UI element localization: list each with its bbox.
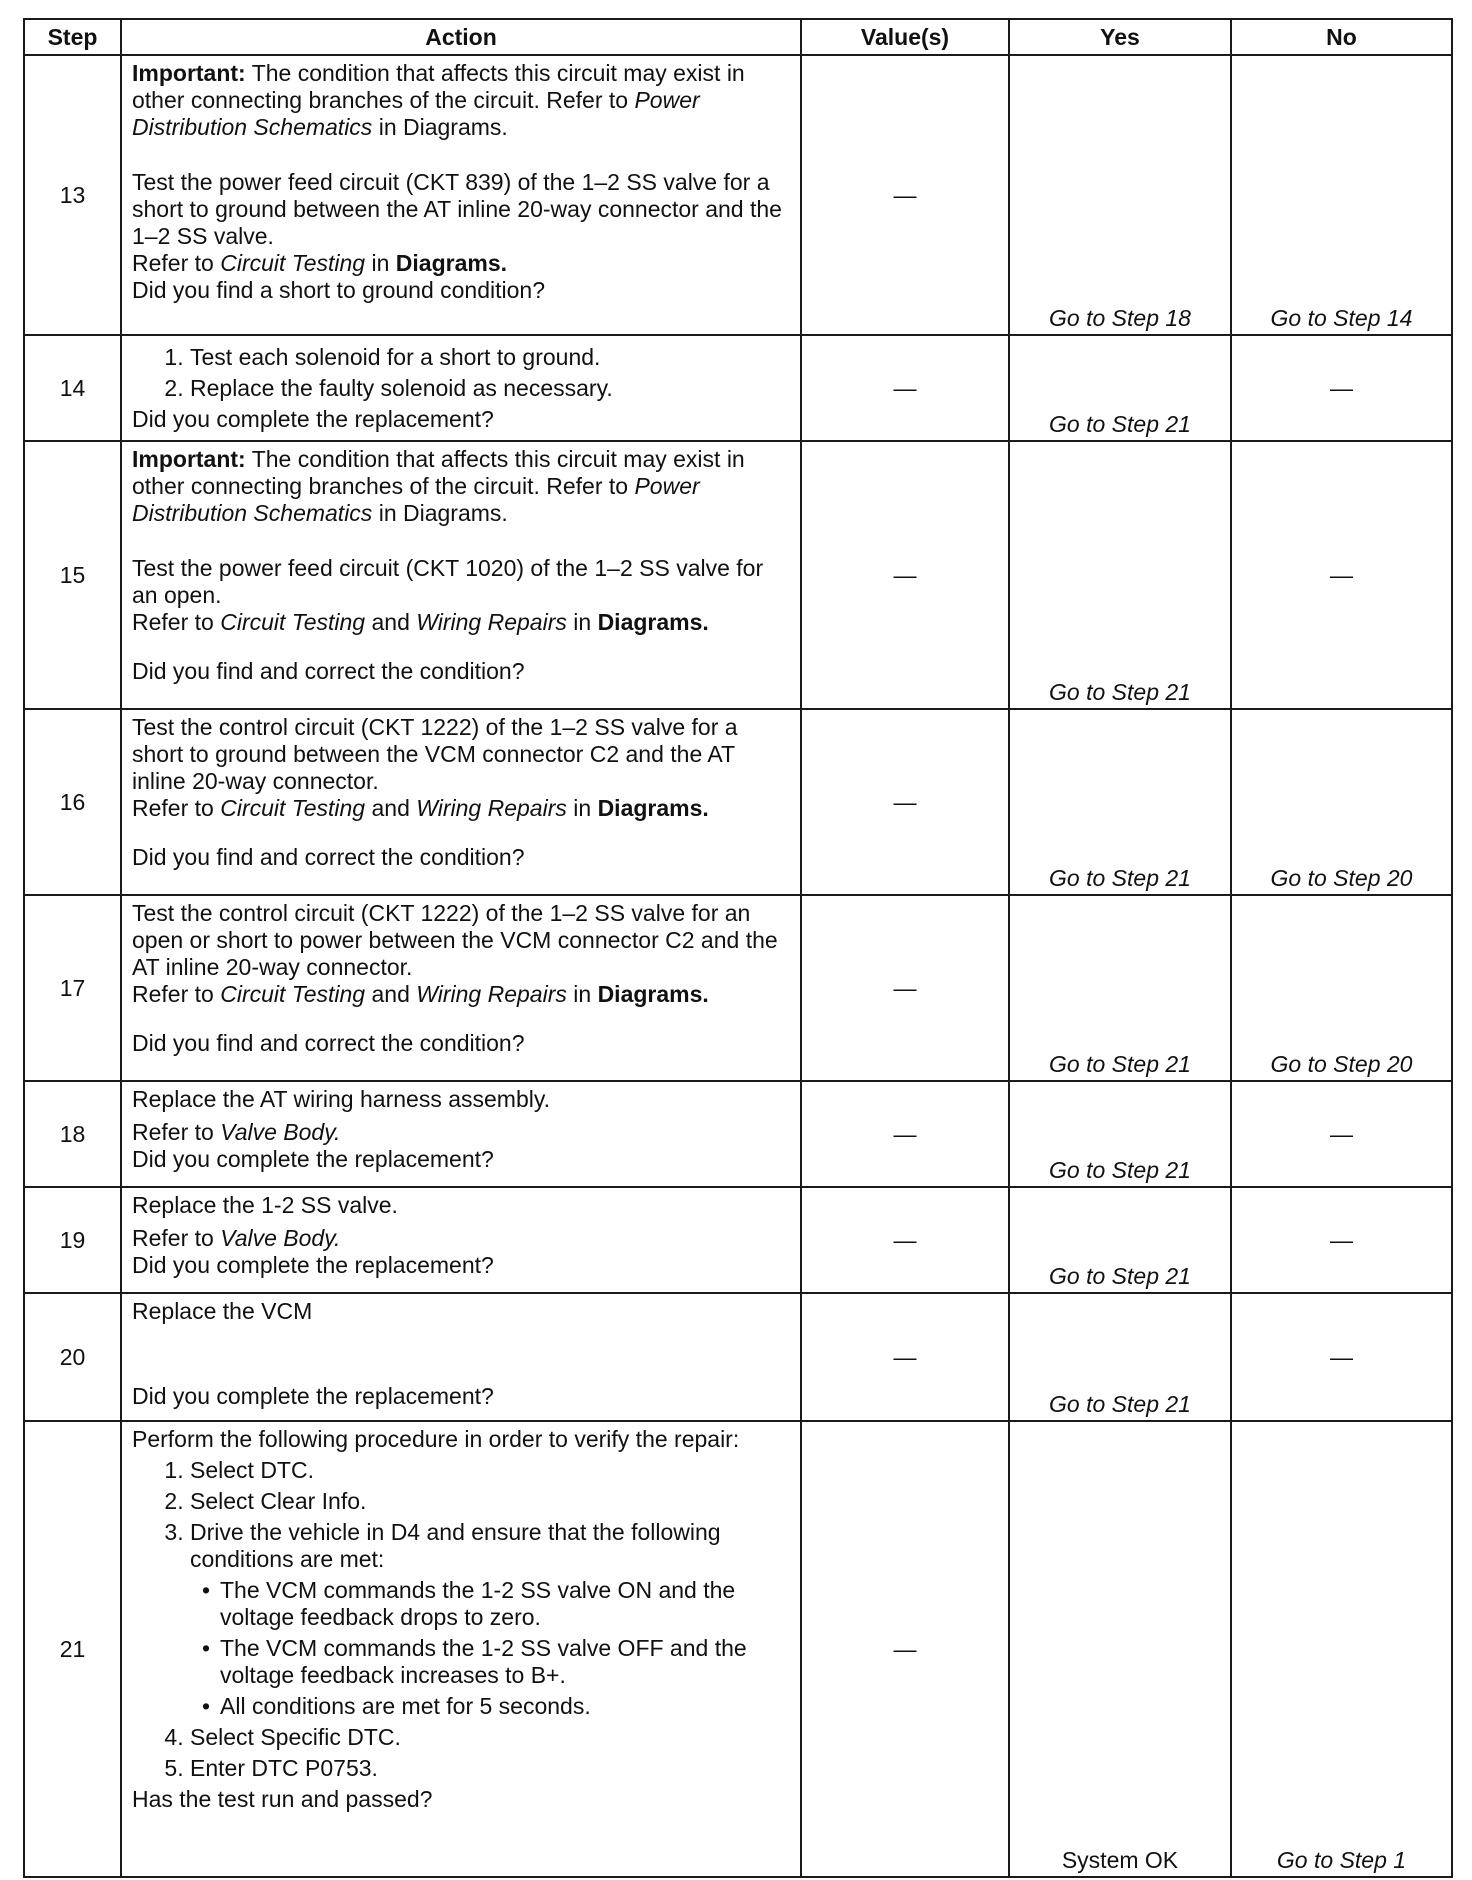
step-number: 15 bbox=[24, 441, 121, 709]
no-cell bbox=[1231, 1421, 1452, 1877]
list-item: 2. Select Clear Info. bbox=[190, 1488, 792, 1515]
table-row bbox=[24, 1293, 1452, 1421]
bullet-item: • All conditions are met for 5 seconds. bbox=[220, 1693, 792, 1720]
important-text: The condition that affects this circuit may exist in other connecting branches of the circuit. Refer to bbox=[132, 60, 745, 113]
table-row bbox=[24, 709, 1452, 895]
value-cell: — bbox=[801, 1187, 1009, 1293]
yes-cell bbox=[1009, 1293, 1231, 1421]
action-text: Replace the 1-2 SS valve. bbox=[132, 1192, 398, 1218]
yes-cell bbox=[1009, 335, 1231, 441]
step-number: 14 bbox=[24, 335, 121, 441]
yes-answer: Go to Step 21 bbox=[1049, 1157, 1191, 1183]
header-row bbox=[24, 19, 1452, 55]
important-tail: in Diagrams. bbox=[378, 114, 508, 140]
header-no: No bbox=[1231, 19, 1452, 55]
list-item: 5. Enter DTC P0753. bbox=[190, 1755, 792, 1782]
no-cell: — bbox=[1231, 1293, 1452, 1421]
value-cell: — bbox=[801, 709, 1009, 895]
table-row bbox=[24, 335, 1452, 441]
no-cell: — bbox=[1231, 1081, 1452, 1187]
action-cell bbox=[121, 709, 801, 895]
refer-link: Circuit Testing bbox=[220, 250, 366, 276]
refer-doc: Diagrams. bbox=[597, 609, 709, 635]
action-cell bbox=[121, 335, 801, 441]
no-cell: — bbox=[1231, 335, 1452, 441]
yes-answer: System OK bbox=[1061, 1847, 1179, 1873]
question-text: Did you find and correct the condition? bbox=[132, 844, 525, 870]
question-text: Did you complete the replacement? bbox=[132, 1383, 494, 1409]
no-cell bbox=[1231, 55, 1452, 335]
value-cell: — bbox=[801, 1081, 1009, 1187]
refer-link: Wiring Repairs bbox=[416, 795, 567, 821]
refer-line: Refer to Circuit Testing in Diagrams. bbox=[132, 250, 507, 276]
action-cell bbox=[121, 1081, 801, 1187]
question-text: Did you find a short to ground condition? bbox=[132, 277, 545, 303]
yes-answer: Go to Step 21 bbox=[1049, 1391, 1191, 1417]
action-cell bbox=[121, 895, 801, 1081]
no-answer: Go to Step 20 bbox=[1270, 865, 1413, 891]
table-row bbox=[24, 1081, 1452, 1187]
value-cell: — bbox=[801, 895, 1009, 1081]
important-text: The condition that affects this circuit may exist in other connecting branches of the circuit. Refer to bbox=[132, 446, 745, 499]
refer-line: Refer to Circuit Testing and Wiring Repairs in Diagrams. bbox=[132, 795, 709, 821]
refer-link: Circuit Testing bbox=[220, 795, 366, 821]
question-text: Did you complete the replacement? bbox=[132, 1146, 494, 1172]
action-text: Perform the following procedure in order to verify the repair: bbox=[132, 1426, 740, 1452]
no-cell bbox=[1231, 895, 1452, 1081]
action-cell bbox=[121, 1421, 801, 1877]
table-row bbox=[24, 55, 1452, 335]
yes-cell bbox=[1009, 709, 1231, 895]
diagnostic-table bbox=[23, 18, 1453, 1878]
yes-cell bbox=[1009, 55, 1231, 335]
question-text: Did you complete the replacement? bbox=[132, 1252, 494, 1278]
step-number: 20 bbox=[24, 1293, 121, 1421]
refer-link: Valve Body. bbox=[220, 1225, 341, 1251]
action-text: Test the control circuit (CKT 1222) of the 1–2 SS valve for an open or short to power between the VCM connector C2 and the AT inline 20-way connector. bbox=[132, 900, 778, 980]
refer-link: Valve Body. bbox=[220, 1119, 341, 1145]
refer-line: Refer to Valve Body. bbox=[132, 1225, 341, 1251]
value-cell: — bbox=[801, 55, 1009, 335]
no-cell: — bbox=[1231, 1187, 1452, 1293]
list-item: 1. Select DTC. bbox=[190, 1457, 792, 1484]
yes-cell bbox=[1009, 1421, 1231, 1877]
step-number: 13 bbox=[24, 55, 121, 335]
important-ref: Power Distribution Schematics bbox=[132, 87, 700, 140]
no-cell: — bbox=[1231, 441, 1452, 709]
important-note bbox=[132, 446, 792, 527]
refer-line: Refer to Valve Body. bbox=[132, 1119, 341, 1145]
header-values: Value(s) bbox=[801, 19, 1009, 55]
action-text: Test the control circuit (CKT 1222) of the 1–2 SS valve for a short to ground between the VCM connector C2 and the AT inline 20-way connector. bbox=[132, 714, 738, 794]
no-answer: Go to Step 14 bbox=[1270, 305, 1413, 331]
important-tail: in Diagrams. bbox=[378, 500, 508, 526]
no-answer: Go to Step 1 bbox=[1276, 1847, 1407, 1873]
value-cell: — bbox=[801, 1293, 1009, 1421]
yes-answer: Go to Step 21 bbox=[1049, 679, 1191, 705]
yes-cell bbox=[1009, 441, 1231, 709]
important-ref: Power Distribution Schematics bbox=[132, 473, 700, 526]
yes-answer: Go to Step 21 bbox=[1049, 865, 1191, 891]
important-label: Important: bbox=[132, 446, 246, 472]
no-cell bbox=[1231, 709, 1452, 895]
question-text: Did you complete the replacement? bbox=[132, 406, 494, 432]
important-note bbox=[132, 60, 792, 141]
yes-answer: Go to Step 21 bbox=[1049, 1263, 1191, 1289]
action-cell bbox=[121, 1187, 801, 1293]
list-item bbox=[190, 1519, 792, 1720]
yes-cell bbox=[1009, 1081, 1231, 1187]
action-cell bbox=[121, 441, 801, 709]
question-text: Did you find and correct the condition? bbox=[132, 1030, 525, 1056]
refer-link: Circuit Testing bbox=[220, 609, 366, 635]
yes-answer: Go to Step 21 bbox=[1049, 1051, 1191, 1077]
yes-cell bbox=[1009, 895, 1231, 1081]
step-number: 19 bbox=[24, 1187, 121, 1293]
step-number: 17 bbox=[24, 895, 121, 1081]
action-text: Replace the VCM bbox=[132, 1298, 313, 1324]
refer-doc: Diagrams. bbox=[597, 981, 709, 1007]
important-label: Important: bbox=[132, 60, 246, 86]
table-row bbox=[24, 441, 1452, 709]
action-cell bbox=[121, 55, 801, 335]
refer-link: Wiring Repairs bbox=[416, 609, 567, 635]
action-text: Test the power feed circuit (CKT 1020) of the 1–2 SS valve for an open. bbox=[132, 555, 764, 608]
list-item-text: Drive the vehicle in D4 and ensure that the following conditions are met: bbox=[190, 1519, 721, 1572]
action-text: Replace the AT wiring harness assembly. bbox=[132, 1086, 551, 1112]
question-text: Did you find and correct the condition? bbox=[132, 658, 525, 684]
value-cell: — bbox=[801, 1421, 1009, 1877]
list-item: 2. Replace the faulty solenoid as necessary. bbox=[190, 375, 792, 402]
action-cell bbox=[121, 1293, 801, 1421]
refer-link: Wiring Repairs bbox=[416, 981, 567, 1007]
bullet-item: • The VCM commands the 1-2 SS valve ON and the voltage feedback drops to zero. bbox=[220, 1577, 792, 1631]
bullet-item: • The VCM commands the 1-2 SS valve OFF and the voltage feedback increases to B+. bbox=[220, 1635, 792, 1689]
refer-line: Refer to Circuit Testing and Wiring Repairs in Diagrams. bbox=[132, 609, 709, 635]
step-number: 16 bbox=[24, 709, 121, 895]
refer-link: Circuit Testing bbox=[220, 981, 366, 1007]
header-yes: Yes bbox=[1009, 19, 1231, 55]
table-row bbox=[24, 1187, 1452, 1293]
step-number: 21 bbox=[24, 1421, 121, 1877]
value-cell: — bbox=[801, 441, 1009, 709]
yes-answer: Go to Step 18 bbox=[1049, 305, 1191, 331]
header-action: Action bbox=[121, 19, 801, 55]
list-item: 4. Select Specific DTC. bbox=[190, 1724, 792, 1751]
table-row bbox=[24, 1421, 1452, 1877]
refer-doc: Diagrams. bbox=[395, 250, 507, 276]
refer-doc: Diagrams. bbox=[597, 795, 709, 821]
header-step: Step bbox=[24, 19, 121, 55]
step-number: 18 bbox=[24, 1081, 121, 1187]
action-text: Test the power feed circuit (CKT 839) of the 1–2 SS valve for a short to ground between the AT inline 20-way connector and the 1–2 SS valve. bbox=[132, 169, 782, 249]
yes-cell bbox=[1009, 1187, 1231, 1293]
question-text: Has the test run and passed? bbox=[132, 1786, 433, 1812]
no-answer: Go to Step 20 bbox=[1270, 1051, 1413, 1077]
list-item: 1. Test each solenoid for a short to ground. bbox=[190, 344, 792, 371]
yes-answer: Go to Step 21 bbox=[1049, 411, 1191, 437]
table-row bbox=[24, 895, 1452, 1081]
refer-line: Refer to Circuit Testing and Wiring Repairs in Diagrams. bbox=[132, 981, 709, 1007]
value-cell: — bbox=[801, 335, 1009, 441]
